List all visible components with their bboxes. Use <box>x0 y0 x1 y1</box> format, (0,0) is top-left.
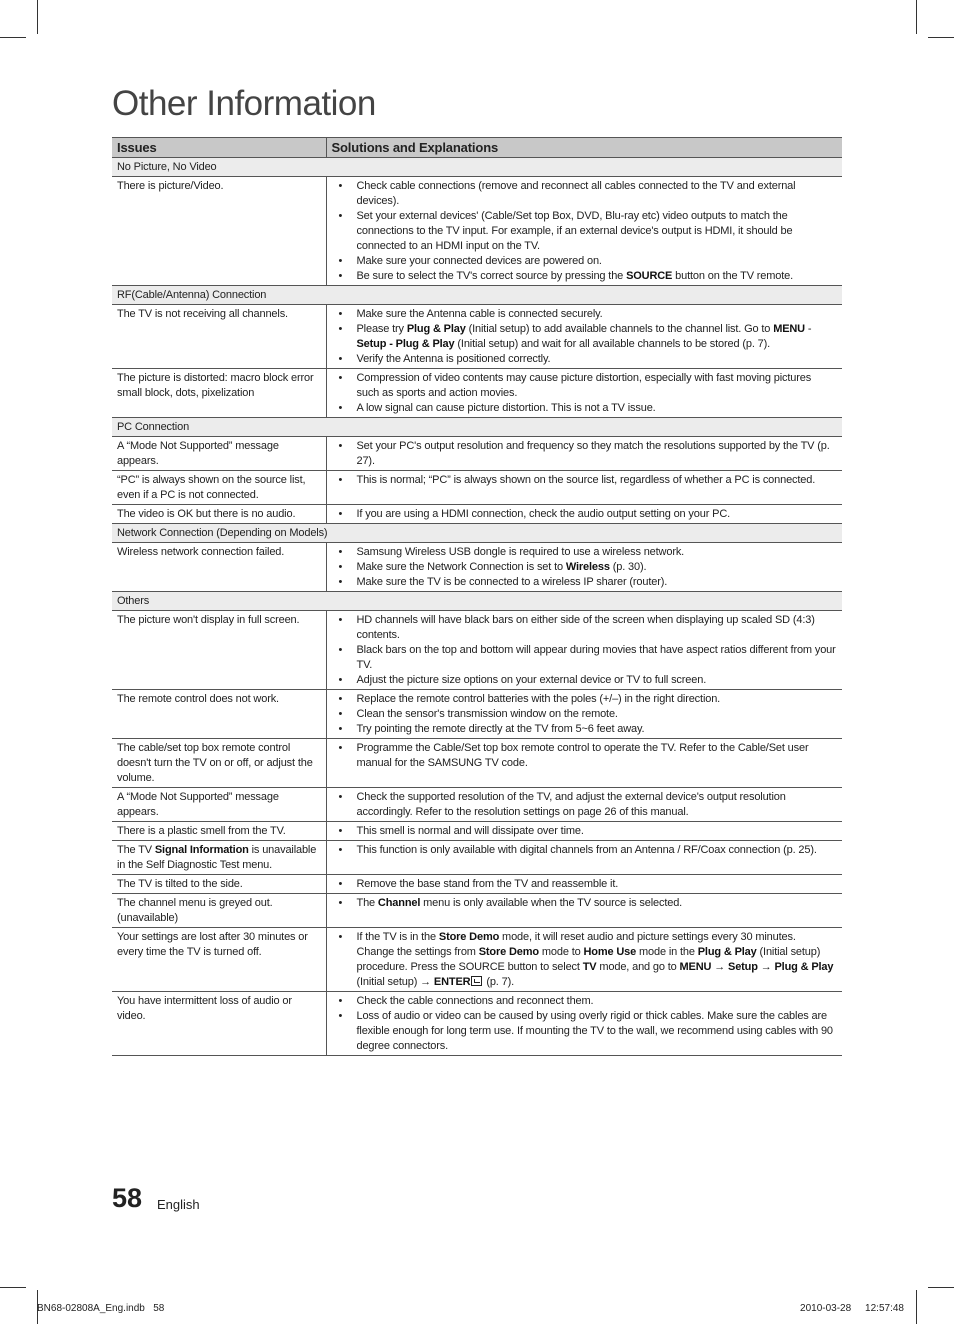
solution-text: (Initial setup) procedure. Press the SOURCE button to select <box>356 946 821 973</box>
issue-text: A “Mode Not Supported” message appears. <box>117 791 279 818</box>
solution-list <box>331 877 837 892</box>
solution-text: button on the TV remote. <box>672 270 794 282</box>
solution-text: Store Demo <box>478 946 539 958</box>
bullet-icon: • <box>338 878 343 890</box>
bullet-icon: • <box>338 931 343 943</box>
solution-item <box>331 254 837 269</box>
bullet-icon: • <box>338 308 343 320</box>
solution-text: If the TV is in the <box>356 931 439 943</box>
issue-cell <box>112 690 326 739</box>
issue-text: Signal Information <box>154 844 249 856</box>
issue-cell <box>112 841 326 875</box>
solution-text: Samsung Wireless USB dongle is required to use a wireless network. <box>356 546 685 558</box>
solution-item <box>331 307 837 322</box>
solution-text: Check the supported resolution of the TV, and adjust the external device's output resolution accordingly. Refer to the resolution settings on page 26 of this manual. <box>356 791 786 818</box>
table-row <box>112 894 842 928</box>
bullet-icon: • <box>338 270 343 282</box>
issue-text: The video is OK but there is no audio. <box>117 508 296 520</box>
solution-text: Channel <box>377 897 421 909</box>
issue-text: There is picture/Video. <box>117 180 224 192</box>
section-title: Network Connection (Depending on Models) <box>112 524 842 543</box>
solution-item <box>331 643 837 673</box>
solution-text: Try pointing the remote directly at the TV from 5~6 feet away. <box>356 723 645 735</box>
table-row <box>112 369 842 418</box>
issue-text: The cable/set top box remote control doesn't turn the TV on or off, or adjust the volume. <box>117 742 313 784</box>
solution-text: A low signal can cause picture distortion. This is not a TV issue. <box>356 402 656 414</box>
solution-text: Loss of audio or video can be caused by using overly rigid or thick cables. Make sure the cables are flexible enough for long term use. If mounting the TV to the wall, we recommend using cables with 90 degree connectors. <box>356 1010 833 1052</box>
page-title: Other Information <box>112 84 376 123</box>
solution-item <box>331 994 837 1009</box>
issue-cell <box>112 894 326 928</box>
solution-text: Make sure the TV is be connected to a wireless IP sharer (router). <box>356 576 668 588</box>
solution-text: → <box>711 961 729 973</box>
solution-cell <box>326 471 842 505</box>
solution-list <box>331 545 837 590</box>
solution-list <box>331 473 837 488</box>
solution-text: TV <box>582 961 597 973</box>
issue-cell <box>112 471 326 505</box>
issue-cell <box>112 611 326 690</box>
solution-cell <box>326 894 842 928</box>
solution-item <box>331 722 837 737</box>
issue-text: The channel menu is greyed out. (unavailable) <box>117 897 273 924</box>
table-row <box>112 875 842 894</box>
crop-mark-top-left-h <box>0 37 26 38</box>
solution-text: Make sure your connected devices are powered on. <box>356 255 602 267</box>
bullet-icon: • <box>338 791 343 803</box>
footer-file: BN68-02808A_Eng.indb 58 <box>37 1303 165 1314</box>
solution-item <box>331 707 837 722</box>
column-header-issues: Issues <box>112 138 326 158</box>
section-title: RF(Cable/Antenna) Connection <box>112 286 842 305</box>
issue-cell <box>112 822 326 841</box>
solution-text: MENU <box>679 961 712 973</box>
solution-text: (Initial setup) and wait for all available channels to be stored (p. 7). <box>454 338 771 350</box>
issue-text: You have intermittent loss of audio or video. <box>117 995 292 1022</box>
solution-item <box>331 371 837 401</box>
issue-cell <box>112 992 326 1056</box>
table-row <box>112 822 842 841</box>
section-row <box>112 418 842 437</box>
solution-cell <box>326 690 842 739</box>
solution-list <box>331 179 837 284</box>
crop-mark-top-right-v <box>916 0 917 34</box>
table-row <box>112 788 842 822</box>
solution-list <box>331 994 837 1054</box>
bullet-icon: • <box>338 474 343 486</box>
solution-list <box>331 843 837 858</box>
solution-item <box>331 790 837 820</box>
solution-item <box>331 560 837 575</box>
solution-text: Wireless <box>565 561 610 573</box>
solution-cell <box>326 177 842 286</box>
issue-cell <box>112 788 326 822</box>
issue-cell <box>112 437 326 471</box>
solution-item <box>331 209 837 254</box>
solution-list <box>331 896 837 911</box>
solution-text: Please try <box>356 323 407 335</box>
table-row <box>112 928 842 992</box>
solution-text: Setup <box>728 961 758 973</box>
solution-item <box>331 896 837 911</box>
issue-cell <box>112 875 326 894</box>
solution-cell <box>326 822 842 841</box>
issue-cell <box>112 305 326 369</box>
solution-list <box>331 307 837 367</box>
footer-timestamp: 2010-03-28 12:57:48 <box>800 1303 904 1314</box>
solution-list <box>331 371 837 416</box>
solution-cell <box>326 505 842 524</box>
solution-text: ENTER <box>433 976 471 988</box>
solution-text: Replace the remote control batteries with the poles (+/–) in the right direction. <box>356 693 721 705</box>
table-body <box>112 158 842 1056</box>
solution-text: Make sure the Antenna cable is connected securely. <box>356 308 603 320</box>
solution-cell <box>326 788 842 822</box>
crop-mark-top-left-v <box>37 0 38 34</box>
solution-list <box>331 692 837 737</box>
solution-text: Plug & Play <box>774 961 834 973</box>
table-row <box>112 177 842 286</box>
solution-text: mode, and go to <box>596 961 680 973</box>
table-row <box>112 739 842 788</box>
section-row <box>112 592 842 611</box>
solution-item <box>331 877 837 892</box>
solution-text: Setup - Plug & Play <box>356 338 455 350</box>
solution-text: Programme the Cable/Set top box remote control to operate the TV. Refer to the Cable/Set user manual for the SAMSUNG TV code. <box>356 742 809 769</box>
solution-list <box>331 439 837 469</box>
solution-list <box>331 930 837 990</box>
section-title: PC Connection <box>112 418 842 437</box>
solution-cell <box>326 841 842 875</box>
section-row <box>112 524 842 543</box>
section-title: No Picture, No Video <box>112 158 842 177</box>
solution-item <box>331 179 837 209</box>
solution-item <box>331 843 837 858</box>
bullet-icon: • <box>338 644 343 656</box>
solution-cell <box>326 992 842 1056</box>
solution-item <box>331 352 837 367</box>
solution-list <box>331 507 837 522</box>
solution-text: HD channels will have black bars on either side of the screen when displaying up scaled SD (4:3) contents. <box>356 614 815 641</box>
solution-text: Store Demo <box>438 931 500 943</box>
bullet-icon: • <box>338 1010 343 1022</box>
bullet-icon: • <box>338 995 343 1007</box>
bullet-icon: • <box>338 708 343 720</box>
issue-text: The remote control does not work. <box>117 693 279 705</box>
issue-cell <box>112 505 326 524</box>
table-row <box>112 841 842 875</box>
solution-cell <box>326 369 842 418</box>
solution-text: The <box>356 897 378 909</box>
section-title: Others <box>112 592 842 611</box>
solution-item <box>331 613 837 643</box>
solution-text: If you are using a HDMI connection, check the audio output setting on your PC. <box>356 508 731 520</box>
issue-text: The TV is tilted to the side. <box>117 878 243 890</box>
solution-text: Plug & Play <box>697 946 757 958</box>
solution-text: Compression of video contents may cause picture distortion, especially with fast moving pictures such as sports and action movies. <box>356 372 812 399</box>
bullet-icon: • <box>338 825 343 837</box>
solution-cell <box>326 437 842 471</box>
section-row <box>112 286 842 305</box>
solution-text: SOURCE <box>626 270 673 282</box>
table-row <box>112 992 842 1056</box>
bullet-icon: • <box>338 844 343 856</box>
bullet-icon: • <box>338 402 343 414</box>
solution-text: This is normal; “PC” is always shown on the source list, regardless of whether a PC is connected. <box>356 474 816 486</box>
solution-text: (Initial setup) → <box>356 976 434 988</box>
table-row <box>112 305 842 369</box>
table-row <box>112 437 842 471</box>
solution-text: Clean the sensor's transmission window on the remote. <box>356 708 618 720</box>
solution-list <box>331 790 837 820</box>
bullet-icon: • <box>338 255 343 267</box>
solution-text: → <box>757 961 775 973</box>
issue-cell <box>112 369 326 418</box>
solution-item <box>331 930 837 990</box>
issue-text: There is a plastic smell from the TV. <box>117 825 286 837</box>
solution-item <box>331 507 837 522</box>
solution-text: mode in the <box>636 946 698 958</box>
bullet-icon: • <box>338 897 343 909</box>
bullet-icon: • <box>338 723 343 735</box>
solution-cell <box>326 928 842 992</box>
solution-text: Remove the base stand from the TV and reassemble it. <box>356 878 619 890</box>
troubleshooting-table <box>112 137 842 1056</box>
solution-text: Set your PC's output resolution and frequency so they match the resolutions supported by the TV (p. 27). <box>356 440 830 467</box>
solution-item <box>331 269 837 284</box>
solution-cell <box>326 739 842 788</box>
bullet-icon: • <box>338 440 343 452</box>
solution-text: Verify the Antenna is positioned correctly. <box>356 353 551 365</box>
bullet-icon: • <box>338 674 343 686</box>
solution-text: - <box>804 323 812 335</box>
solution-item <box>331 741 837 771</box>
bullet-icon: • <box>338 742 343 754</box>
bullet-icon: • <box>338 576 343 588</box>
solution-cell <box>326 543 842 592</box>
bullet-icon: • <box>338 561 343 573</box>
solution-cell <box>326 611 842 690</box>
solution-item <box>331 473 837 488</box>
solution-list <box>331 613 837 688</box>
solution-text: Black bars on the top and bottom will appear during movies that have aspect ratios different from your TV. <box>356 644 836 671</box>
page-language: English <box>157 1197 200 1212</box>
solution-text: Make sure the Network Connection is set to <box>356 561 566 573</box>
bullet-icon: • <box>338 180 343 192</box>
solution-item <box>331 692 837 707</box>
solution-item <box>331 545 837 560</box>
solution-cell <box>326 305 842 369</box>
page-number: 58 <box>112 1183 143 1213</box>
bullet-icon: • <box>338 353 343 365</box>
issue-cell <box>112 177 326 286</box>
solution-text: mode, it will reset audio and picture settings every 30 minutes. Change the settings from <box>356 931 796 958</box>
solution-text: Check cable connections (remove and reconnect all cables connected to the TV and external devices). <box>356 180 796 207</box>
issue-text: The TV <box>117 844 155 856</box>
issue-cell <box>112 543 326 592</box>
column-header-solutions: Solutions and Explanations <box>326 138 842 158</box>
solution-item <box>331 322 837 352</box>
table-row <box>112 611 842 690</box>
solution-text: Plug & Play <box>406 323 466 335</box>
solution-item <box>331 673 837 688</box>
issue-text: Your settings are lost after 30 minutes or every time the TV is turned off. <box>117 931 308 958</box>
table-row <box>112 543 842 592</box>
issue-cell <box>112 928 326 992</box>
enter-icon <box>471 976 482 986</box>
solution-text: Check the cable connections and reconnect them. <box>356 995 594 1007</box>
solution-text: MENU <box>773 323 805 335</box>
solution-text: This function is only available with digital channels from an Antenna / RF/Coax connection (p. 25). <box>356 844 817 856</box>
bullet-icon: • <box>338 614 343 626</box>
bullet-icon: • <box>338 693 343 705</box>
solution-text: mode to <box>538 946 584 958</box>
bullet-icon: • <box>338 323 343 335</box>
crop-mark-top-right-h <box>928 37 954 38</box>
crop-mark-bottom-right-v <box>916 1290 917 1324</box>
issue-text: A “Mode Not Supported” message appears. <box>117 440 279 467</box>
solution-text: Be sure to select the TV's correct source by pressing the <box>356 270 627 282</box>
solution-item <box>331 824 837 839</box>
bullet-icon: • <box>338 372 343 384</box>
bullet-icon: • <box>338 508 343 520</box>
issue-text: The TV is not receiving all channels. <box>117 308 288 320</box>
solution-list <box>331 824 837 839</box>
solution-cell <box>326 875 842 894</box>
table-header-row <box>112 138 842 158</box>
solution-item <box>331 401 837 416</box>
table-row <box>112 690 842 739</box>
solution-item <box>331 1009 837 1054</box>
solution-text: Home Use <box>583 946 637 958</box>
solution-text: This smell is normal and will dissipate over time. <box>356 825 584 837</box>
issue-text: The picture won't display in full screen. <box>117 614 300 626</box>
solution-text: (p. 7). <box>483 976 515 988</box>
crop-mark-bottom-left-h <box>0 1287 26 1288</box>
issue-text: is unavailable in the Self Diagnostic Test menu. <box>117 844 317 871</box>
solution-text: (Initial setup) to add available channels to the channel list. Go to <box>465 323 774 335</box>
crop-mark-bottom-right-h <box>928 1287 954 1288</box>
issue-cell <box>112 739 326 788</box>
solution-item <box>331 575 837 590</box>
issue-text: Wireless network connection failed. <box>117 546 285 558</box>
issue-text: The picture is distorted: macro block error small block, dots, pixelization <box>117 372 314 399</box>
section-row <box>112 158 842 177</box>
solution-text: (p. 30). <box>609 561 647 573</box>
table-row <box>112 505 842 524</box>
solution-list <box>331 741 837 771</box>
bullet-icon: • <box>338 210 343 222</box>
solution-item <box>331 439 837 469</box>
solution-text: menu is only available when the TV source is selected. <box>420 897 683 909</box>
bullet-icon: • <box>338 546 343 558</box>
table-row <box>112 471 842 505</box>
issue-text: “PC” is always shown on the source list, even if a PC is not connected. <box>117 474 306 501</box>
solution-text: Adjust the picture size options on your external device or TV to full screen. <box>356 674 707 686</box>
solution-text: Set your external devices' (Cable/Set top Box, DVD, Blu-ray etc) video outputs to match the connections to the TV input. For example, if an external device's output is HDMI, it should be connected to an HDMI input on the TV. <box>356 210 793 252</box>
